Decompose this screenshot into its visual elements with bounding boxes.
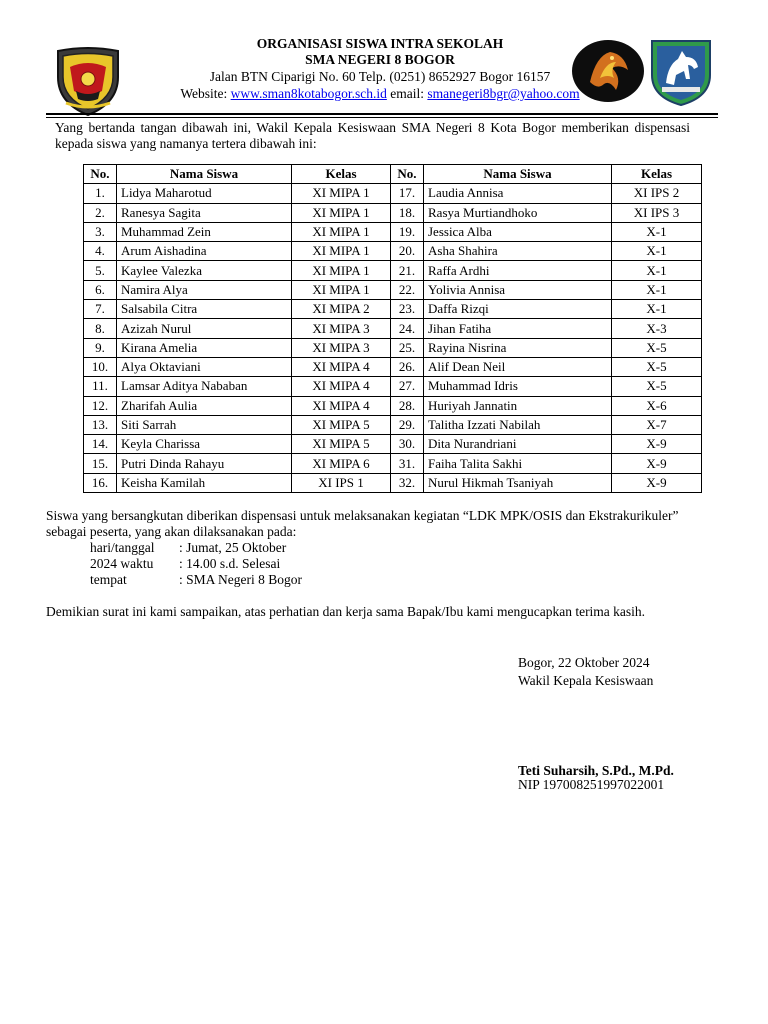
student-class: XI MIPA 1 <box>292 280 391 299</box>
student-class: X-9 <box>612 454 702 473</box>
student-name: Yolivia Annisa <box>424 280 612 299</box>
student-name: Ranesya Sagita <box>117 203 292 222</box>
student-name: Jihan Fatiha <box>424 319 612 338</box>
letterhead <box>0 30 768 110</box>
table-row <box>84 242 702 261</box>
student-class: XI MIPA 1 <box>292 261 391 280</box>
student-class: X-1 <box>612 242 702 261</box>
student-class: XI MIPA 1 <box>292 222 391 241</box>
row-no: 16. <box>84 473 117 492</box>
student-name: Dita Nurandriani <box>424 435 612 454</box>
student-name: Rayina Nisrina <box>424 338 612 357</box>
student-table <box>83 164 702 493</box>
student-class: X-3 <box>612 319 702 338</box>
student-class: X-1 <box>612 300 702 319</box>
student-class: XI IPS 2 <box>612 184 702 203</box>
detail-value-time: : 14.00 s.d. Selesai <box>179 556 281 571</box>
student-name: Kirana Amelia <box>117 338 292 357</box>
student-class: XI MIPA 1 <box>292 184 391 203</box>
row-no: 19. <box>391 222 424 241</box>
row-no: 27. <box>391 377 424 396</box>
student-class: X-7 <box>612 415 702 434</box>
student-name: Raffa Ardhi <box>424 261 612 280</box>
signature-place-date: Bogor, 22 Oktober 2024 <box>518 655 650 670</box>
row-no: 10. <box>84 357 117 376</box>
student-class: XI MIPA 5 <box>292 415 391 434</box>
student-name: Muhammad Idris <box>424 377 612 396</box>
header-kelas-1: Kelas <box>292 165 391 184</box>
student-class: X-5 <box>612 338 702 357</box>
table-row <box>84 222 702 241</box>
row-no: 3. <box>84 222 117 241</box>
row-no: 22. <box>391 280 424 299</box>
row-no: 7. <box>84 300 117 319</box>
table-row <box>84 280 702 299</box>
student-name: Salsabila Citra <box>117 300 292 319</box>
row-no: 30. <box>391 435 424 454</box>
intro-paragraph: Yang bertanda tangan dibawah ini, Wakil Kepala Kesiswaan SMA Negeri 8 Kota Bogor memberikan dispensasi kepada siswa yang namanya tertera dibawah ini: <box>55 120 690 151</box>
student-name: Zharifah Aulia <box>117 396 292 415</box>
website-label: Website: <box>180 86 228 101</box>
student-name: Azizah Nurul <box>117 319 292 338</box>
student-class: XI MIPA 4 <box>292 377 391 396</box>
school-address: Jalan BTN Ciparigi No. 60 Telp. (0251) 8652927 Bogor 16157 <box>209 69 551 84</box>
student-name: Arum Aishadina <box>117 242 292 261</box>
row-no: 14. <box>84 435 117 454</box>
header-no-2: No. <box>391 165 424 184</box>
student-name: Lamsar Aditya Nababan <box>117 377 292 396</box>
table-row <box>84 261 702 280</box>
student-name: Talitha Izzati Nabilah <box>424 415 612 434</box>
school-crest-icon <box>52 47 124 117</box>
row-no: 25. <box>391 338 424 357</box>
header-kelas-2: Kelas <box>612 165 702 184</box>
table-row <box>84 319 702 338</box>
row-no: 6. <box>84 280 117 299</box>
detail-label-time: 2024 waktu <box>90 556 154 571</box>
contact-line <box>130 86 630 102</box>
student-name: Keyla Charissa <box>117 435 292 454</box>
student-name: Faiha Talita Sakhi <box>424 454 612 473</box>
row-no: 12. <box>84 396 117 415</box>
student-name: Muhammad Zein <box>117 222 292 241</box>
student-class: X-9 <box>612 435 702 454</box>
row-no: 21. <box>391 261 424 280</box>
header-name-2: Nama Siswa <box>424 165 612 184</box>
table-row <box>84 415 702 434</box>
student-name: Nurul Hikmah Tsaniyah <box>424 473 612 492</box>
row-no: 15. <box>84 454 117 473</box>
row-no: 20. <box>391 242 424 261</box>
student-name: Keisha Kamilah <box>117 473 292 492</box>
row-no: 32. <box>391 473 424 492</box>
row-no: 28. <box>391 396 424 415</box>
student-class: XI MIPA 5 <box>292 435 391 454</box>
student-name: Lidya Maharotud <box>117 184 292 203</box>
student-class: X-5 <box>612 357 702 376</box>
table-header-row <box>84 165 702 184</box>
header-name-1: Nama Siswa <box>117 165 292 184</box>
osis-phoenix-logo-icon <box>570 38 646 104</box>
table-row <box>84 338 702 357</box>
student-class: X-9 <box>612 473 702 492</box>
student-name: Namira Alya <box>117 280 292 299</box>
row-no: 1. <box>84 184 117 203</box>
student-name: Alya Oktaviani <box>117 357 292 376</box>
student-name: Siti Sarrah <box>117 415 292 434</box>
detail-label-date: hari/tanggal <box>90 540 155 555</box>
student-class: XI MIPA 4 <box>292 396 391 415</box>
detail-value-date: : Jumat, 25 Oktober <box>179 540 287 555</box>
closing-paragraph: Demikian surat ini kami sampaikan, atas perhatian dan kerja sama Bapak/Ibu kami mengucapkan terima kasih. <box>46 604 646 619</box>
student-class: XI MIPA 4 <box>292 357 391 376</box>
student-name: Laudia Annisa <box>424 184 612 203</box>
table-row <box>84 396 702 415</box>
student-name: Daffa Rizqi <box>424 300 612 319</box>
row-no: 9. <box>84 338 117 357</box>
student-class: X-1 <box>612 261 702 280</box>
student-class: XI MIPA 3 <box>292 338 391 357</box>
table-row <box>84 435 702 454</box>
signature-position: Wakil Kepala Kesiswaan <box>518 673 654 688</box>
student-class: X-6 <box>612 396 702 415</box>
row-no: 17. <box>391 184 424 203</box>
table-row <box>84 184 702 203</box>
org-name: ORGANISASI SISWA INTRA SEKOLAH <box>256 36 504 51</box>
detail-value-place: : SMA Negeri 8 Bogor <box>179 572 302 587</box>
header-no-1: No. <box>84 165 117 184</box>
student-class: XI MIPA 3 <box>292 319 391 338</box>
row-no: 5. <box>84 261 117 280</box>
row-no: 13. <box>84 415 117 434</box>
row-no: 26. <box>391 357 424 376</box>
table-body <box>84 184 702 493</box>
student-name: Asha Shahira <box>424 242 612 261</box>
website-link[interactable]: www.sman8kotabogor.sch.id <box>230 86 387 101</box>
student-name: Alif Dean Neil <box>424 357 612 376</box>
table-row <box>84 473 702 492</box>
row-no: 4. <box>84 242 117 261</box>
student-name: Jessica Alba <box>424 222 612 241</box>
row-no: 29. <box>391 415 424 434</box>
table-row <box>84 357 702 376</box>
row-no: 18. <box>391 203 424 222</box>
student-name: Huriyah Jannatin <box>424 396 612 415</box>
mpk-horse-logo-icon <box>648 35 714 107</box>
email-label: email: <box>390 86 424 101</box>
student-class: XI IPS 1 <box>292 473 391 492</box>
student-name: Rasya Murtiandhoko <box>424 203 612 222</box>
email-link[interactable]: smanegeri8bgr@yahoo.com <box>427 86 580 101</box>
table-row <box>84 300 702 319</box>
student-class: XI MIPA 1 <box>292 203 391 222</box>
row-no: 23. <box>391 300 424 319</box>
header-divider-thick <box>46 113 718 115</box>
table-row <box>84 377 702 396</box>
row-no: 31. <box>391 454 424 473</box>
signature-name: Teti Suharsih, S.Pd., M.Pd. <box>518 763 674 778</box>
row-no: 8. <box>84 319 117 338</box>
signature-nip: NIP 197008251997022001 <box>518 777 665 792</box>
table-row <box>84 203 702 222</box>
student-class: XI MIPA 6 <box>292 454 391 473</box>
student-class: X-1 <box>612 280 702 299</box>
header-divider-thin <box>46 117 718 118</box>
row-no: 2. <box>84 203 117 222</box>
row-no: 11. <box>84 377 117 396</box>
student-class: X-5 <box>612 377 702 396</box>
table-row <box>84 454 702 473</box>
student-class: X-1 <box>612 222 702 241</box>
student-class: XI MIPA 2 <box>292 300 391 319</box>
school-name: SMA NEGERI 8 BOGOR <box>305 52 455 67</box>
activity-paragraph: Siswa yang bersangkutan diberikan dispensasi untuk melaksanakan kegiatan “LDK MPK/OSIS dan Ekstrakurikuler” sebagai peserta, yang akan dilaksanakan pada: <box>46 508 679 539</box>
student-name: Putri Dinda Rahayu <box>117 454 292 473</box>
detail-label-place: tempat <box>90 572 127 587</box>
student-name: Kaylee Valezka <box>117 261 292 280</box>
student-class: XI MIPA 1 <box>292 242 391 261</box>
student-class: XI IPS 3 <box>612 203 702 222</box>
row-no: 24. <box>391 319 424 338</box>
